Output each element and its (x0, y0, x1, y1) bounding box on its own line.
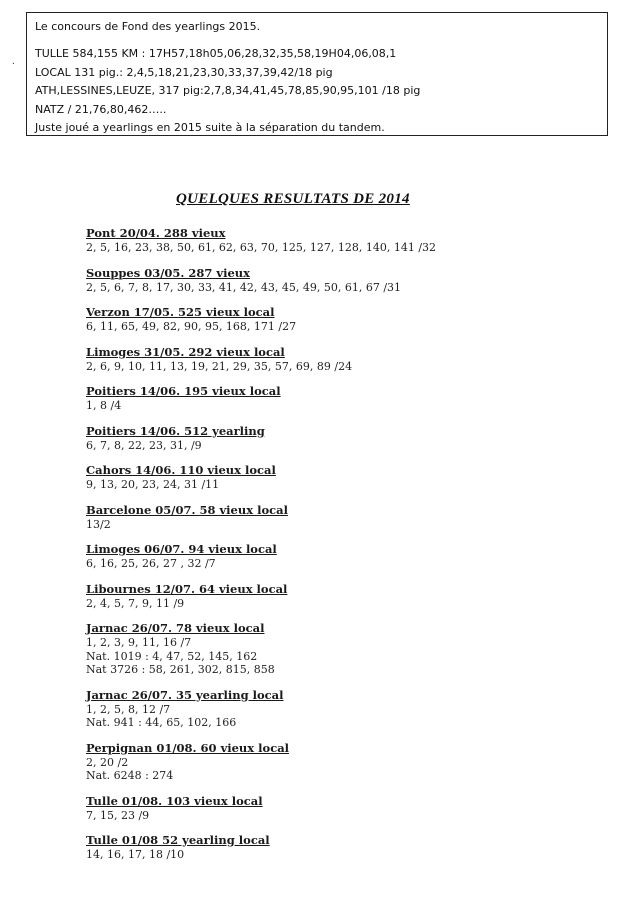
race-national-result: Nat. 941 : 44, 65, 102, 166 (86, 716, 237, 729)
race-entry (86, 305, 606, 334)
race-result: 2, 5, 6, 7, 8, 17, 30, 33, 41, 42, 43, 45, 49, 50, 61, 67 /31 (86, 280, 402, 294)
race-result: 6, 7, 8, 22, 23, 31, /9 (86, 438, 202, 452)
intro-line: NATZ / 21,76,80,462….. (35, 102, 167, 116)
race-result: 1, 8 /4 (86, 399, 122, 412)
race-title: Jarnac 26/07. 78 vieux local (86, 621, 265, 635)
results-list (86, 226, 606, 873)
race-result: 9, 13, 20, 23, 24, 31 /11 (86, 478, 220, 491)
race-title: Poitiers 14/06. 512 yearling (86, 423, 265, 438)
race-title: Tulle 01/08. 103 vieux local (86, 793, 263, 808)
race-result: 13/2 (86, 517, 111, 531)
race-entry (86, 424, 606, 453)
race-title: Souppes 03/05. 287 vieux (86, 265, 251, 280)
race-title: Poitiers 14/06. 195 vieux local (86, 384, 281, 398)
race-title: Tulle 01/08 52 yearling local (86, 833, 270, 847)
intro-line: TULLE 584,155 KM : 17H57,18h05,06,28,32,35,58,19H04,06,08,1 (35, 47, 397, 60)
race-national-result: Nat. 1019 : 4, 47, 52, 145, 162 (86, 649, 258, 663)
race-entry (86, 542, 606, 571)
race-entry (86, 463, 606, 492)
intro-line: ATH,LESSINES,LEUZE, 317 pig:2,7,8,34,41,45,78,85,90,95,101 /18 pig (35, 84, 421, 97)
race-entry (86, 384, 606, 413)
race-entry (86, 226, 606, 255)
race-result: 2, 4, 5, 7, 9, 11 /9 (86, 596, 185, 610)
race-title: Limoges 06/07. 94 vieux local (86, 542, 277, 556)
margin-mark: . (12, 56, 15, 67)
race-entry (86, 503, 606, 532)
race-title: Pont 20/04. 288 vieux (86, 226, 226, 240)
intro-line: LOCAL 131 pig.: 2,4,5,18,21,23,30,33,37,39,42/18 pig (35, 65, 333, 79)
race-result: 1, 2, 5, 8, 12 /7 (86, 702, 171, 716)
race-result: 2, 6, 9, 10, 11, 13, 19, 21, 29, 35, 57, 69, 89 /24 (86, 359, 353, 373)
race-entry (86, 833, 606, 862)
race-title: Cahors 14/06. 110 vieux local (86, 463, 276, 477)
race-title: Limoges 31/05. 292 vieux local (86, 344, 285, 359)
race-entry (86, 741, 606, 783)
race-national-result: Nat 3726 : 58, 261, 302, 815, 858 (86, 663, 275, 676)
race-entry (86, 345, 606, 374)
race-title: Verzon 17/05. 525 vieux local (86, 305, 275, 319)
intro-box (26, 12, 608, 136)
intro-title: Le concours de Fond des yearlings 2015. (35, 20, 261, 33)
race-entry (86, 266, 606, 295)
race-result: 2, 20 /2 (86, 755, 129, 769)
race-result: 6, 11, 65, 49, 82, 90, 95, 168, 171 /27 (86, 320, 297, 333)
race-result: 14, 16, 17, 18 /10 (86, 848, 185, 861)
race-result: 1, 2, 3, 9, 11, 16 /7 (86, 636, 192, 649)
race-result: 7, 15, 23 /9 (86, 808, 150, 822)
race-result: 6, 16, 25, 26, 27 , 32 /7 (86, 557, 216, 570)
race-title: Jarnac 26/07. 35 yearling local (86, 687, 284, 702)
race-entry (86, 794, 606, 823)
race-title: Libournes 12/07. 64 vieux local (86, 581, 288, 596)
race-result: 2, 5, 16, 23, 38, 50, 61, 62, 63, 70, 125, 127, 128, 140, 141 /32 (86, 241, 437, 254)
race-entry (86, 688, 606, 730)
intro-line: Juste joué a yearlings en 2015 suite à la séparation du tandem. (35, 121, 385, 134)
results-heading: QUELQUES RESULTATS DE 2014 (176, 191, 410, 207)
race-title: Perpignan 01/08. 60 vieux local (86, 740, 290, 755)
race-title: Barcelone 05/07. 58 vieux local (86, 502, 288, 517)
race-entry (86, 621, 606, 677)
race-entry (86, 582, 606, 611)
race-national-result: Nat. 6248 : 274 (86, 769, 174, 782)
